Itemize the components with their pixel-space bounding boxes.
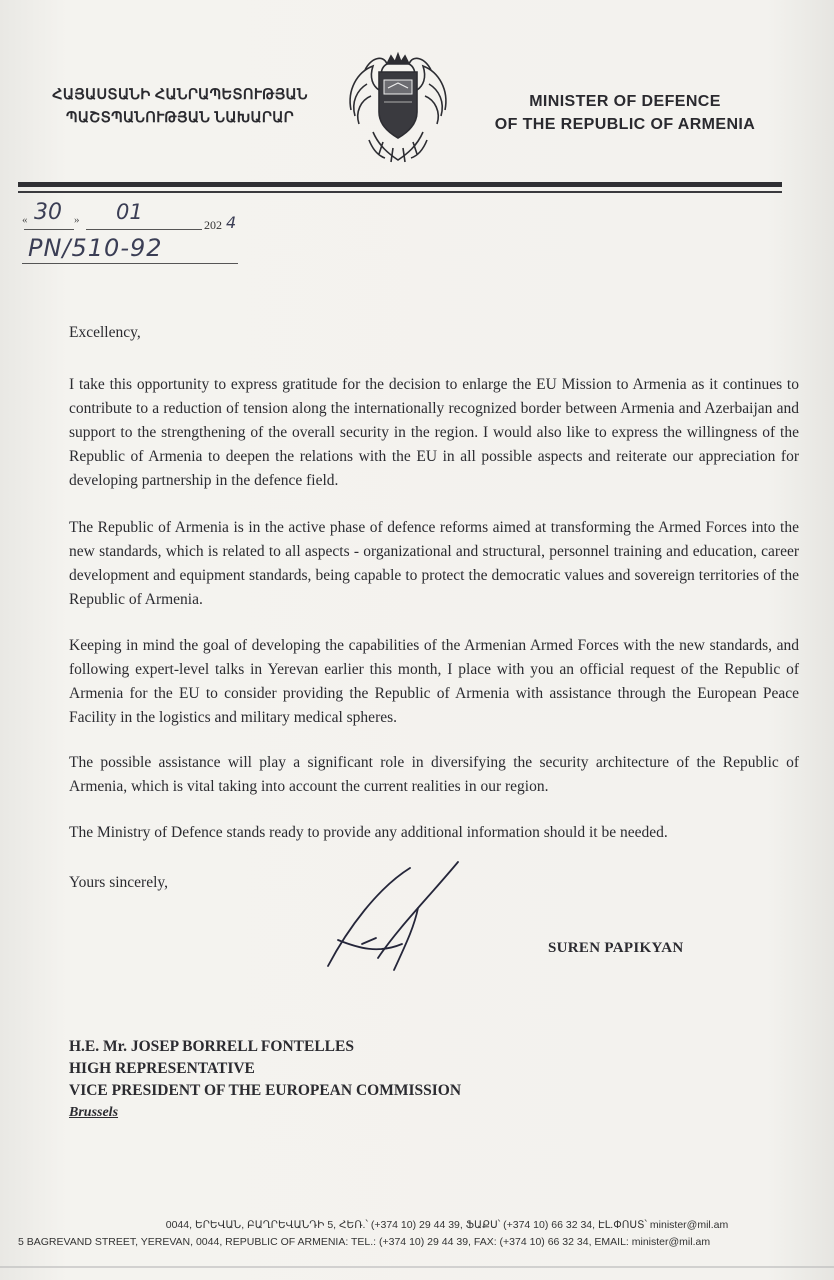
reference-underline (22, 263, 238, 264)
date-year-suffix: 4 (226, 213, 237, 232)
addressee-city: Brussels (69, 1105, 119, 1120)
addressee-title-2: VICE PRESIDENT OF THE EUROPEAN COMMISSION (69, 1082, 462, 1099)
date-month-underline (86, 229, 202, 230)
addressee-title: HIGH REPRESENTATIVE (69, 1060, 255, 1077)
date-day: 30 (34, 200, 62, 225)
date-year-prefix: 202 (204, 218, 222, 232)
paragraph-4: The possible assistance will play a significant role in diversifying the security architecture of the Republic of Armenia, which is vital taking into account the current realities in our region. (69, 754, 799, 795)
date-close-quote: » (74, 214, 80, 226)
addressee-block (69, 1036, 461, 1124)
footer-english: 5 BAGREVAND STREET, YEREVAN, 0044, REPUBLIC OF ARMENIA: TEL.: (+374 10) 29 44 39, FAX: (+374 10) 66 32 34, EMAIL: minister@mil.am (18, 1236, 711, 1248)
addressee-name: H.E. Mr. JOSEP BORRELL FONTELLES (69, 1038, 354, 1055)
signatory-name: SUREN PAPIKYAN (548, 940, 684, 956)
letterhead-english-line1: MINISTER OF DEFENCE (529, 93, 721, 110)
handwritten-signature-icon (318, 858, 468, 978)
date-month: 01 (116, 200, 143, 224)
footer-armenian: 0044, ԵՐԵՎԱՆ, ԲԱՂՐԵՎԱՆԴԻ 5, ՀԵՌ.՝ (+374 10) 29 44 39, ՖԱՔՍ՝ (+374 10) 66 32 34, ԷԼ.ՓՈՍՏ՝ minister@mil.am (165, 1219, 729, 1231)
paragraph-1: I take this opportunity to express gratitude for the decision to enlarge the EU Mission to Armenia as it continues to contribute to a reduction of tension along the internationally recognized border between Armenia and Azerbaijan and support to the strengthening of the overall security in the region. I would also like to express the willingness of the Republic of Armenia to deepen the relations with the EU in all possible aspects and reiterate our appreciation for developing partnership in the defence field. (69, 376, 799, 489)
letterhead-armenian-line2: ՊԱՇՏՊԱՆՈՒԹՅԱՆ ՆԱԽԱՐԱՐ (65, 110, 294, 126)
paragraph-3: Keeping in mind the goal of developing the capabilities of the Armenian Armed Forces with the new standards, and following expert-level talks in Yerevan earlier this month, I place with you an official request of the Republic of Armenia for the EU to consider providing the Republic of Armenia with assistance through the European Peace Facility in the logistics and military medical spheres. (69, 637, 799, 726)
paragraph-5: The Ministry of Defence stands ready to provide any additional information should it be needed. (69, 824, 668, 841)
letterhead-armenian-line1: ՀԱՅԱՍՏԱՆԻ ՀԱՆՐԱՊԵՏՈՒԹՅԱՆ (52, 87, 308, 103)
paragraph-2: The Republic of Armenia is in the active phase of defence reforms aimed at transforming the Armed Forces into the new standards, which is related to all aspects - organizational and structural, personnel training and education, career development and equipment standards, being capable to protect the democratic values and sovereign territories of the Republic of Armenia. (69, 519, 799, 608)
header-divider-thin (18, 191, 782, 193)
salutation: Excellency, (69, 324, 141, 341)
reference-number: PN/510-92 (28, 234, 163, 262)
closing: Yours sincerely, (69, 874, 169, 891)
date-day-underline (24, 229, 74, 230)
letterhead-armenian (30, 84, 330, 130)
page-bottom-edge (0, 1266, 834, 1268)
coat-of-arms-emblem-icon (343, 50, 453, 168)
letterhead-english (470, 90, 780, 136)
header-divider-thick (18, 182, 782, 187)
date-open-quote: « (22, 214, 28, 226)
letterhead-english-line2: OF THE REPUBLIC OF ARMENIA (494, 116, 756, 133)
